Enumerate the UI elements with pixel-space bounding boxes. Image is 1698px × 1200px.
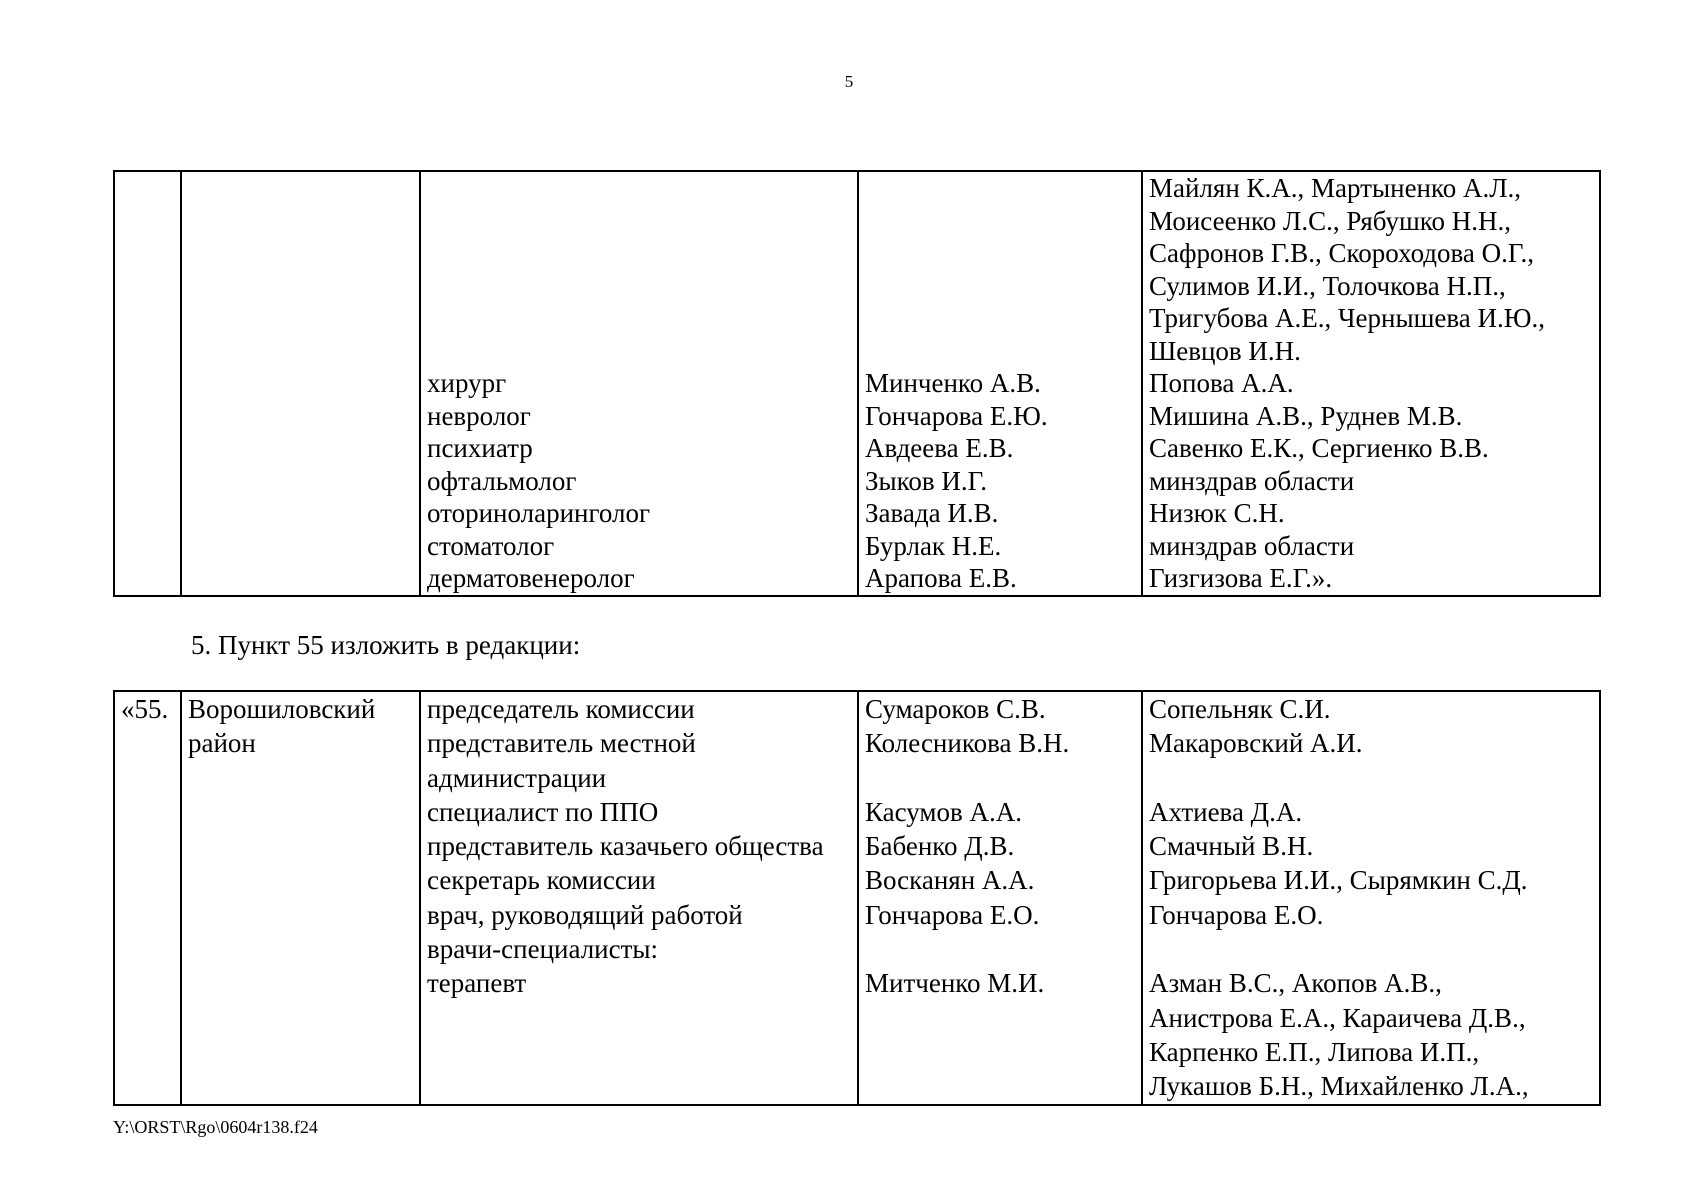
reserve-line: Лукашов Б.Н., Михайленко Л.А.,: [1149, 1071, 1529, 1102]
item-number: «55.: [121, 694, 169, 724]
reserve-line: Карпенко Е.П., Липова И.П.,: [1149, 1036, 1480, 1067]
reserve-line: Шевцов И.Н.: [1149, 335, 1301, 366]
table-row: [114, 171, 1600, 596]
reserve-line: Ахтиева Д.А.: [1149, 796, 1303, 827]
head-line: Касумов А.А.: [865, 796, 1022, 827]
head-line: Авдеева Е.В.: [865, 433, 1014, 463]
head-line: Митченко М.И.: [865, 968, 1045, 999]
head-line: Зыков И.Г.: [865, 465, 987, 496]
amendment-paragraph: 5. Пункт 55 изложить в редакции:: [191, 630, 581, 660]
reserve-line: минздрав области: [1149, 530, 1355, 561]
reserve-line: [1149, 932, 1599, 966]
position-line: стоматолог: [427, 530, 555, 561]
reserve-line: Майлян К.А., Мартыненко А.Л.,: [1149, 173, 1522, 203]
head-line: [865, 932, 1141, 966]
position-line: терапевт: [427, 968, 527, 999]
reserve-line: Смачный В.Н.: [1149, 831, 1314, 862]
reserve-line: Моисеенко Л.С., Рябушко Н.Н.,: [1149, 205, 1511, 236]
position-line: хирург: [427, 368, 507, 398]
head-line: Бурлак Н.Е.: [865, 530, 1002, 561]
position-line: оториноларинголог: [427, 498, 651, 528]
head-line: Колесникова В.Н.: [865, 728, 1070, 759]
district-line: Ворошиловский: [188, 694, 376, 724]
district-cell: [181, 171, 420, 596]
position-cell: [420, 171, 858, 596]
district-cell: [181, 691, 420, 1105]
position-line: невролог: [427, 400, 531, 431]
reserve-cell: [1142, 171, 1600, 596]
position-cell: [420, 691, 858, 1105]
table-row: [114, 691, 1600, 1105]
position-line: председатель комиссии: [427, 694, 695, 724]
head-cell: [858, 691, 1142, 1105]
number-cell: [114, 171, 181, 596]
position-line: секретарь комиссии: [427, 865, 656, 896]
reserve-line: Гончарова Е.О.: [1149, 899, 1324, 930]
reserve-line: Азман В.С., Акопов А.В.,: [1149, 968, 1442, 999]
reserve-line: Мишина А.В., Руднев М.В.: [1149, 400, 1463, 431]
head-line: Завада И.В.: [865, 498, 999, 528]
head-line: Гончарова Е.Ю.: [865, 400, 1048, 431]
reserve-line: Гизгизова Е.Г.».: [1149, 563, 1333, 593]
number-cell: [114, 691, 181, 1105]
reserve-line: Низюк С.Н.: [1149, 498, 1285, 528]
district-line: район: [188, 728, 256, 759]
file-path-footer: Y:\ORST\Rgo\0604r138.f24: [113, 1117, 318, 1137]
head-line: Гончарова Е.О.: [865, 899, 1040, 930]
head-line: [865, 761, 1141, 795]
position-line: специалист по ППО: [427, 796, 659, 827]
reserve-line: Анистрова Е.А., Караичева Д.В.,: [1149, 1002, 1526, 1033]
reserve-line: [1149, 761, 1599, 795]
commission-table-item-55: [113, 690, 1601, 1106]
head-line: Арапова Е.В.: [865, 563, 1017, 593]
reserve-line: Попова А.А.: [1149, 368, 1294, 398]
head-cell: [858, 171, 1142, 596]
position-line: представитель местной: [427, 728, 696, 759]
position-line: офтальмолог: [427, 465, 577, 496]
reserve-line: Тригубова А.Е., Чернышева И.Ю.,: [1149, 303, 1546, 333]
head-line: Минченко А.В.: [865, 368, 1041, 398]
position-line: администрации: [427, 762, 607, 793]
reserve-line: Сафронов Г.В., Скороходова О.Г.,: [1149, 238, 1534, 268]
reserve-line: Сопельняк С.И.: [1149, 694, 1331, 724]
commission-table-continued: [113, 170, 1601, 597]
position-line: дерматовенеролог: [427, 563, 635, 593]
reserve-line: Сулимов И.И., Толочкова Н.П.,: [1149, 270, 1506, 301]
page-number: 5: [844, 72, 854, 91]
reserve-line: минздрав области: [1149, 465, 1355, 496]
head-line: Сумароков С.В.: [865, 694, 1046, 724]
position-line: врач, руководящий работой: [427, 899, 743, 930]
reserve-line: Григорьева И.И., Сырямкин С.Д.: [1149, 865, 1528, 896]
head-line: Восканян А.А.: [865, 865, 1035, 896]
position-line: представитель казачьего общества: [427, 831, 824, 862]
position-line: врачи-специалисты:: [427, 934, 659, 965]
reserve-line: Савенко Е.К., Сергиенко В.В.: [1149, 433, 1489, 463]
reserve-line: Макаровский А.И.: [1149, 728, 1363, 759]
head-line: Бабенко Д.В.: [865, 831, 1015, 862]
reserve-cell: [1142, 691, 1600, 1105]
position-line: психиатр: [427, 433, 533, 463]
